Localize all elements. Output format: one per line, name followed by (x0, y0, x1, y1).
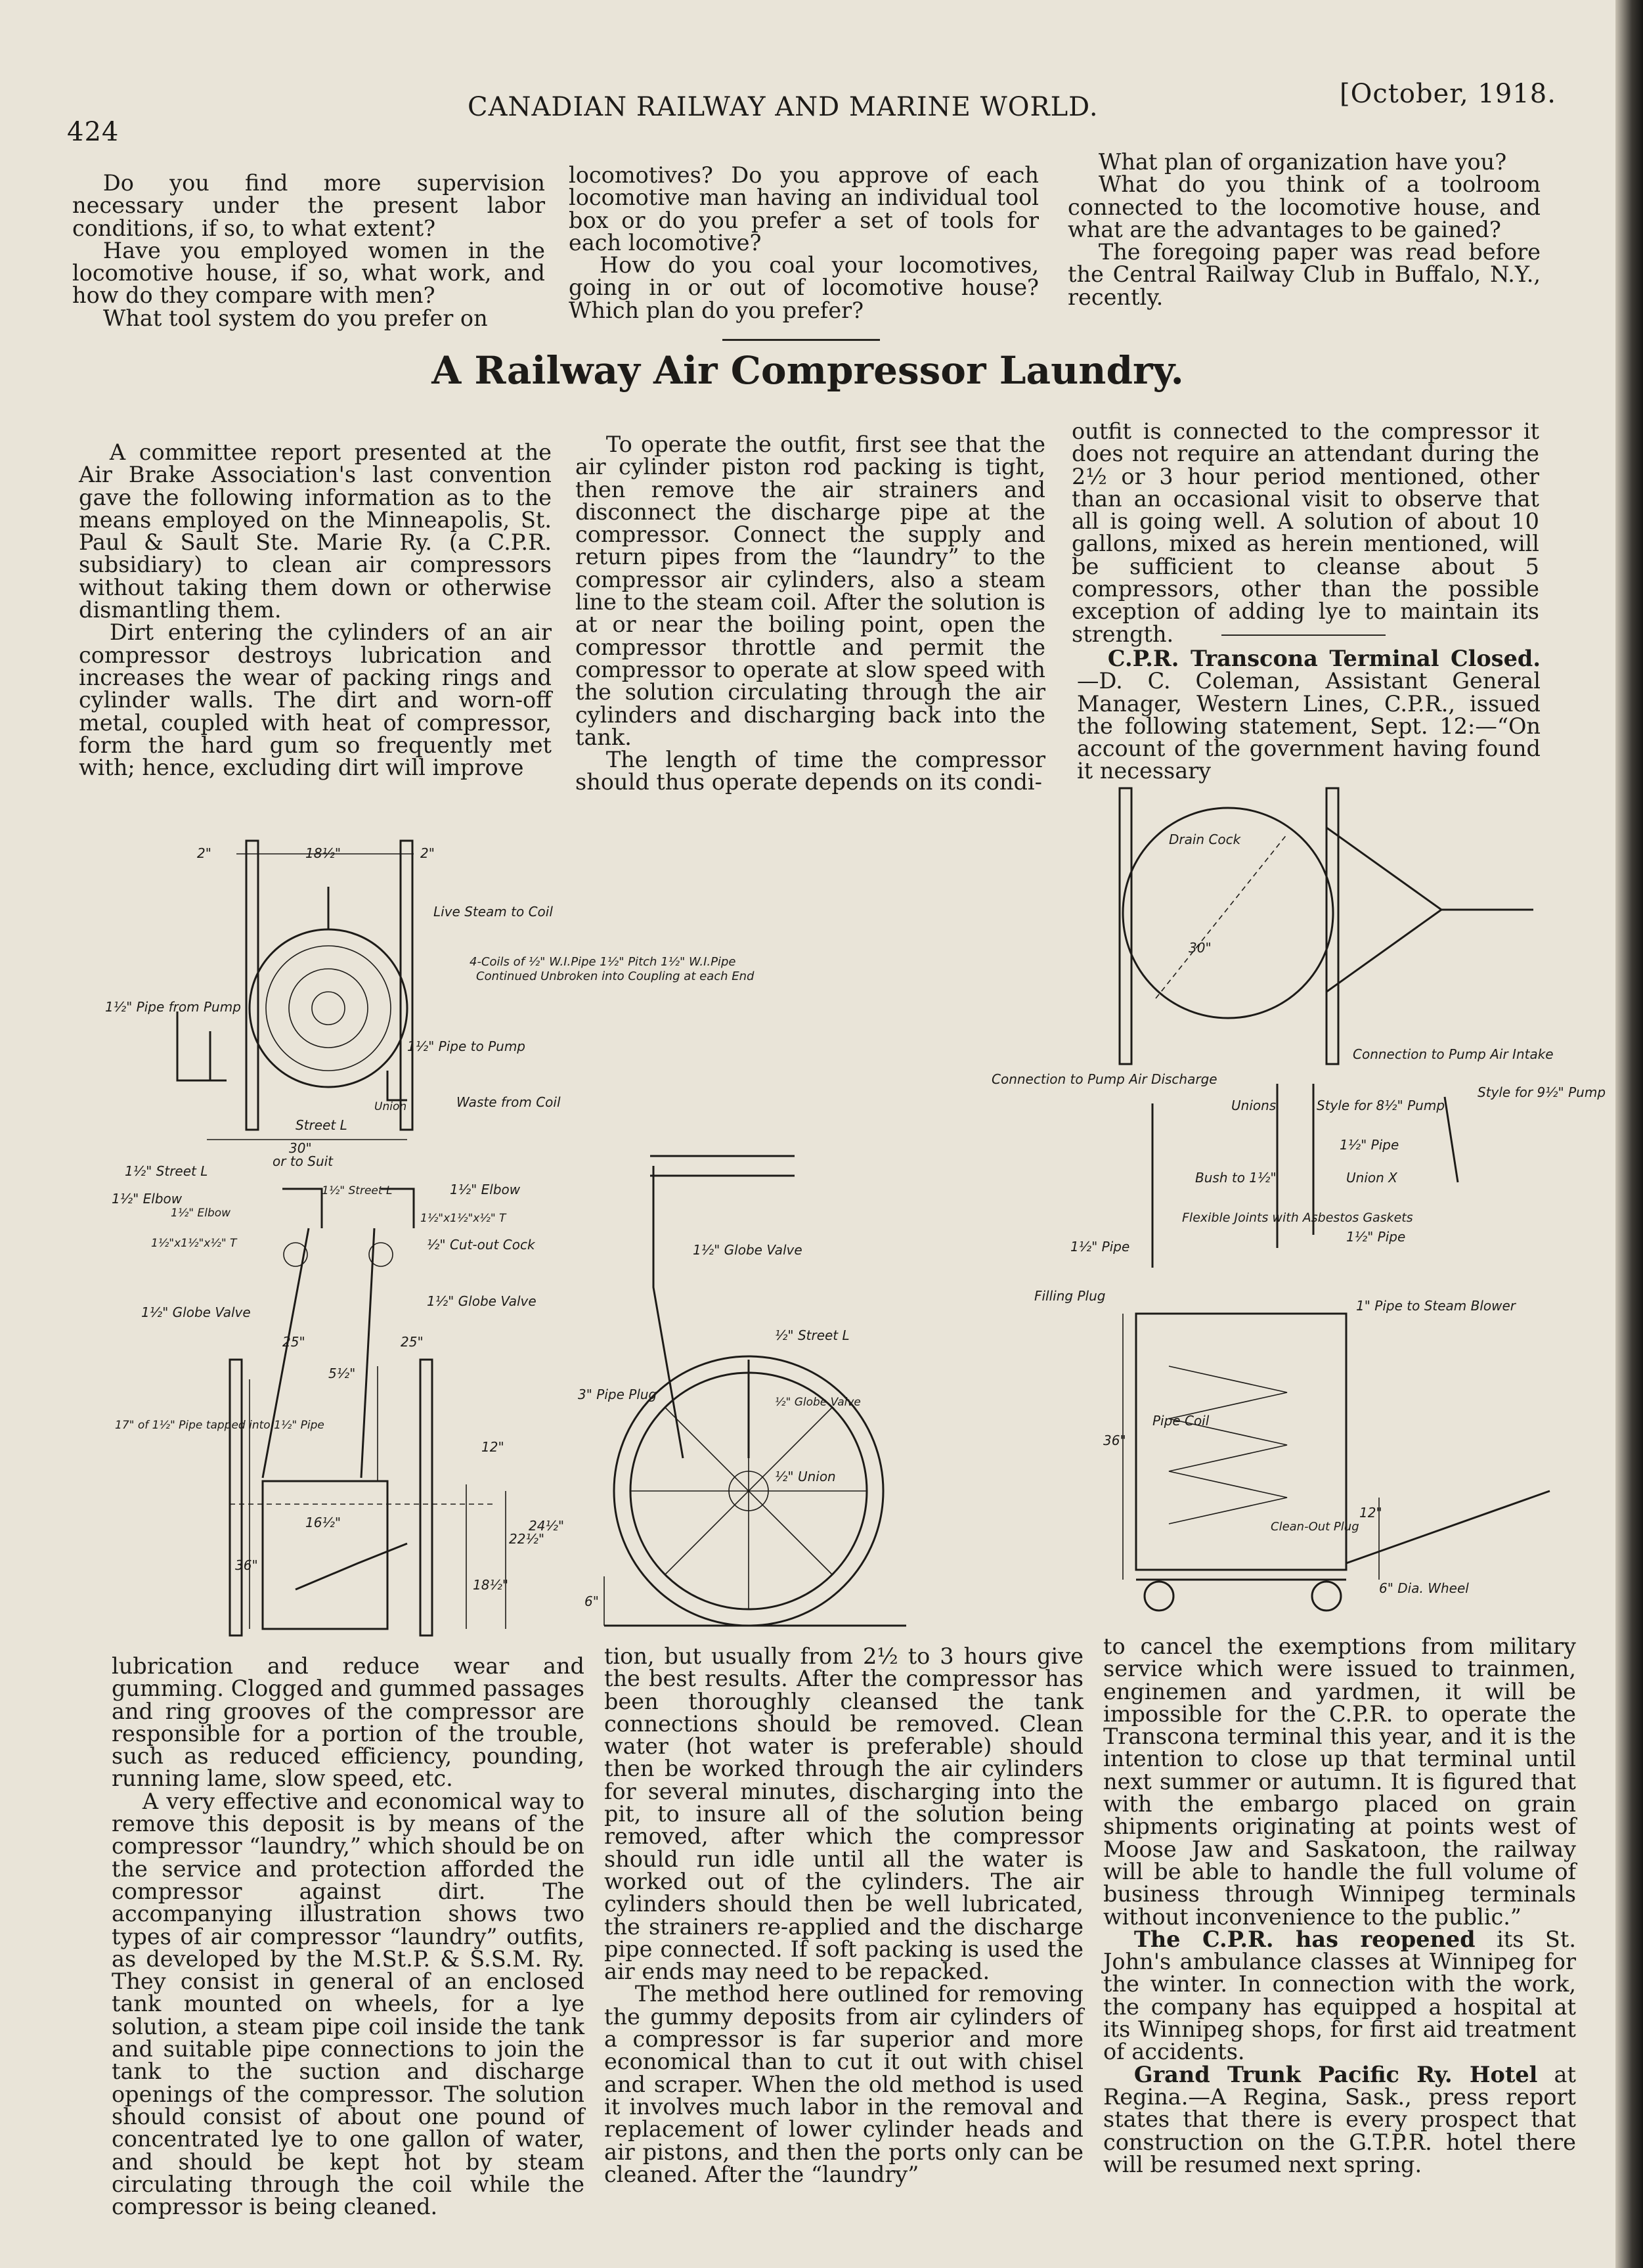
callout-label: Union X (1346, 1170, 1397, 1186)
article-lower-column-1 (112, 1655, 584, 2218)
top-column-2 (569, 164, 1039, 322)
dim-label: 36" (235, 1557, 258, 1573)
article-title: A Railway Air Compressor Laundry. (431, 348, 1184, 393)
callout-label: ½" Globe Valve (775, 1396, 861, 1409)
news-text: to cancel the exemptions from military service which were issued to trainmen, enginemen and yardmen, it will be impossible for the C.P.R. to operate the Transcona terminal this year, and it is the intention to close up that terminal until next summer or autumn. It is figured that with the embargo placed on grain shipments originating at points west of Moose Jaw and Saskatoon, the railway will be able to handle the full volume of business through Winnipeg terminals without inconvenience to the public.” (1103, 1634, 1576, 1930)
paragraph: lubrication and reduce wear and gumming. Clogged and gummed passages and ring grooves of the compressor are responsible for a portion of the trouble, such as reduced efficiency, pounding, running lame, slow speed, etc. (112, 1653, 584, 1792)
dim-label: 18½" (473, 1577, 509, 1593)
dim-label: 22½" (509, 1531, 545, 1547)
paragraph: Do you find more supervision necessary under the present labor conditions, if so, to what extent? (72, 170, 545, 241)
callout-label: ½" Union (775, 1469, 836, 1484)
paragraph: Have you employed women in the locomotive house, if so, what work, and how do they compare with men? (72, 237, 545, 309)
callout-label: Style for 9½" Pump (1478, 1084, 1606, 1100)
callout-label: 1½" Street L (125, 1163, 208, 1179)
callout-label: 1½" Pipe (1070, 1239, 1130, 1255)
upright-tank-top-view (1120, 788, 1533, 1064)
dim-label: 16½" (305, 1515, 341, 1530)
callout-label: Union (374, 1100, 407, 1113)
news-text: —D. C. Coleman, Assistant General Manager, Western Lines, C.P.R., issued the following statement, Sept. 12:—“On account of the government having found it necessary (1077, 668, 1541, 784)
journal-title: CANADIAN RAILWAY AND MARINE WORLD. (468, 92, 1099, 122)
callout-label: Connection to Pump Air Intake (1353, 1046, 1554, 1062)
callout-label: Clean-Out Plug (1271, 1520, 1359, 1534)
callout-label: 1½" Elbow (171, 1207, 231, 1220)
dim-label: 5½" (328, 1366, 356, 1381)
dim-label: 2" (197, 845, 211, 861)
dim-label: 12" (1359, 1505, 1382, 1521)
paragraph: locomotives? Do you approve of each locomotive man having an individual tool box or do you prefer a set of tools for each locomotive? (569, 162, 1039, 256)
callout-label: Street L (296, 1117, 347, 1133)
dim-label: 30" (1189, 940, 1212, 956)
callout-label: 1½" Globe Valve (693, 1242, 802, 1258)
transcona-item-upper (1077, 648, 1541, 783)
figure-upright-tank-outfit (985, 775, 1606, 1622)
news-item (1103, 1928, 1576, 2064)
paragraph: How do you coal your locomotives, going in or out of locomotive house? Which plan do you prefer? (569, 252, 1039, 323)
paragraph: The foregoing paper was read before the Central Railway Club in Buffalo, N.Y., recently. (1068, 239, 1541, 310)
news-text: its St. John's ambulance classes at Winnipeg for the winter. In connection with the work, the company has equipped a hospital at its Winnipeg shops, for first aid treatment of accidents. (1103, 1926, 1576, 2065)
callout-label: Bush to 1½" (1195, 1170, 1277, 1186)
dim-label: 12" (481, 1439, 504, 1455)
callout-label: 1½" Elbow (112, 1191, 183, 1207)
paragraph: What tool system do you prefer on (102, 305, 488, 331)
dim-label: 25" (401, 1334, 424, 1350)
callout-label: Drain Cock (1169, 832, 1241, 847)
callout-label: 4-Coils of ½" W.I.Pipe 1½" Pitch 1½" W.I.Pipe (470, 955, 736, 969)
dim-label: 25" (282, 1334, 305, 1350)
page-number: 424 (67, 117, 120, 147)
callout-label: Continued Unbroken into Coupling at each End (476, 969, 755, 983)
callout-label: 6" Dia. Wheel (1379, 1580, 1469, 1596)
news-divider (1221, 634, 1386, 636)
callout-label: Style for 8½" Pump (1317, 1098, 1445, 1113)
callout-label: 17" of 1½" Pipe tapped into 1½" Pipe (115, 1419, 324, 1432)
top-column-3 (1068, 151, 1541, 309)
dim-label: 36" (1103, 1433, 1126, 1448)
paragraph (1077, 648, 1541, 783)
news-headline: The C.P.R. has reopened (1133, 1926, 1476, 1952)
callout-label: 1½" Street L (322, 1184, 393, 1197)
callout-label: 1½" Elbow (450, 1182, 521, 1197)
news-item (1103, 2061, 1576, 2177)
dim-label: 24½" (529, 1518, 565, 1534)
dim-label: 6" (584, 1593, 599, 1609)
dim-label: 18½" (305, 845, 341, 861)
dim-label: or to Suit (273, 1153, 334, 1169)
callout-label: ½" Street L (775, 1327, 850, 1343)
callout-label: ½" Cut-out Cock (427, 1237, 535, 1253)
article-upper-column-3 (1072, 420, 1539, 646)
book-spine-shadow (1615, 0, 1643, 2268)
paragraph: A very effective and economical way to remove this deposit is by means of the compressor “laundry,” which should be on the service and protection afforded the compressor against dirt. The accompanying illustration shows two types of air compressor “laundry” outfits, as developed by the M.St.P. & S.S.M. Ry. They consist in general of an enclosed tank mounted on wheels, for a lye solution, a steam pipe coil inside the tank and suitable pipe connections to join the tank to the suction and discharge openings of the compressor. The solution should consist of about one pound of concentrated lye to one gallon of water, and should be kept hot by steam circulating through the coil while the compressor is being cleaned. (112, 1788, 584, 2220)
article-upper-column-1 (79, 441, 552, 779)
paragraph: outfit is connected to the compressor it does not require an attendant during the 2½ or 3 hour period mentioned, other than an occasional visit to observe that all is going well. A solution of about 10 gallons, mixed as herein mentioned, will be sufficient to cleanse about 5 compressors, other than the possible exception of adding lye to maintain its strength. (1072, 418, 1539, 647)
callout-label: Pipe Coil (1152, 1413, 1210, 1429)
figure-wheel-outfit (578, 1143, 932, 1642)
news-headline: C.P.R. Transcona Terminal Closed. (1107, 646, 1541, 671)
paragraph: What do you think of a toolroom connected to the locomotive house, and what are the advantages to be gained? (1068, 171, 1541, 242)
top-column-1 (72, 172, 545, 330)
tank-end-view (177, 841, 414, 1140)
callout-label: Waste from Coil (456, 1094, 561, 1110)
dim-label: 30" (289, 1140, 312, 1156)
callout-label: 1½"x1½"x½" T (151, 1237, 237, 1250)
callout-label: 1½" Pipe to Pump (407, 1038, 525, 1054)
news-text: at Regina.—A Regina, Sask., press report states that there is every prospect that construction on the G.T.P.R. hotel there will be resumed next spring. (1103, 2061, 1576, 2177)
dim-label: 2" (420, 845, 435, 861)
tank-side-view (230, 1189, 509, 1635)
callout-label: 3" Pipe Plug (578, 1387, 657, 1402)
paragraph: What plan of organization have you? (1098, 149, 1507, 175)
callout-label: 1" Pipe to Steam Blower (1356, 1298, 1516, 1314)
article-lower-column-2 (604, 1645, 1084, 2186)
section-divider (722, 339, 880, 341)
paragraph: tion, but usually from 2½ to 3 hours give the best results. After the compressor has been thoroughly cleansed the tank connections should be removed. Clean water (hot water is preferable) should then be worked through the air cylinders for several minutes, discharging into the pit, to insure all of the solution being removed, after which the compressor should run idle until all the water is worked out of the cylinders. The air cylinders should then be well lubricated, the strainers re-applied and the discharge pipe connected. If soft packing is used the air ends may need to be repacked. (604, 1643, 1084, 1985)
callout-label: 1½"x1½"x½" T (420, 1212, 506, 1225)
callout-label: 1½" Globe Valve (141, 1304, 251, 1320)
callout-label: Connection to Pump Air Discharge (992, 1071, 1217, 1087)
paragraph: Dirt entering the cylinders of an air compressor destroys lubrication and increases the wear of packing rings and cylinder walls. The dirt and worn-off metal, coupled with heat of compressor, form the hard gum so frequently met with; hence, excluding dirt will improve (79, 619, 552, 781)
callout-label: 1½" Globe Valve (427, 1293, 537, 1309)
callout-label: Live Steam to Coil (433, 904, 553, 920)
paragraph: A committee report presented at the Air Brake Association's last convention gave the following information as to the means employed on the Minneapolis, St. Paul & Sault Ste. Marie Ry. (a C.P.R. subsidiary) to clean air compressors without taking them down or otherwise dismantling them. (79, 439, 552, 623)
paragraph: The method here outlined for removing the gummy deposits from air cylinders of a compressor is far superior and more economical than to cut it out with chisel and scraper. When the old method is used it involves much labor in the removal and replacement of lower cylinder heads and air pistons, and then the ports only can be cleaned. After the “laundry” (604, 1981, 1084, 2187)
article-upper-column-2 (575, 434, 1045, 794)
callout-label: Filling Plug (1034, 1288, 1106, 1304)
issue-date: [October, 1918. (1340, 79, 1556, 109)
callout-label: 1½" Pipe (1340, 1137, 1399, 1153)
paragraph: The length of time the compressor should thus operate depends on its condi- (575, 747, 1045, 795)
callout-label: Flexible Joints with Asbestos Gaskets (1182, 1211, 1413, 1225)
callout-label: 1½" Pipe from Pump (105, 999, 241, 1015)
paragraph: To operate the outfit, first see that the air cylinder piston rod packing is tight, then remove the air strainers and disconnect the discharge pipe at the compressor. Connect the supply and return pipes from the “laundry” to the compressor air cylinders, also a steam line to the steam coil. After the solution is at or near the boiling point, open the compressor throttle and permit the compressor to operate at slow speed with the solution circulating through the air cylinders and discharging back into the tank. (575, 432, 1045, 750)
news-column (1103, 1635, 1576, 2176)
callout-label: 1½" Pipe (1346, 1229, 1406, 1245)
news-headline: Grand Trunk Pacific Ry. Hotel (1133, 2061, 1538, 2087)
callout-label: Unions (1231, 1098, 1277, 1113)
